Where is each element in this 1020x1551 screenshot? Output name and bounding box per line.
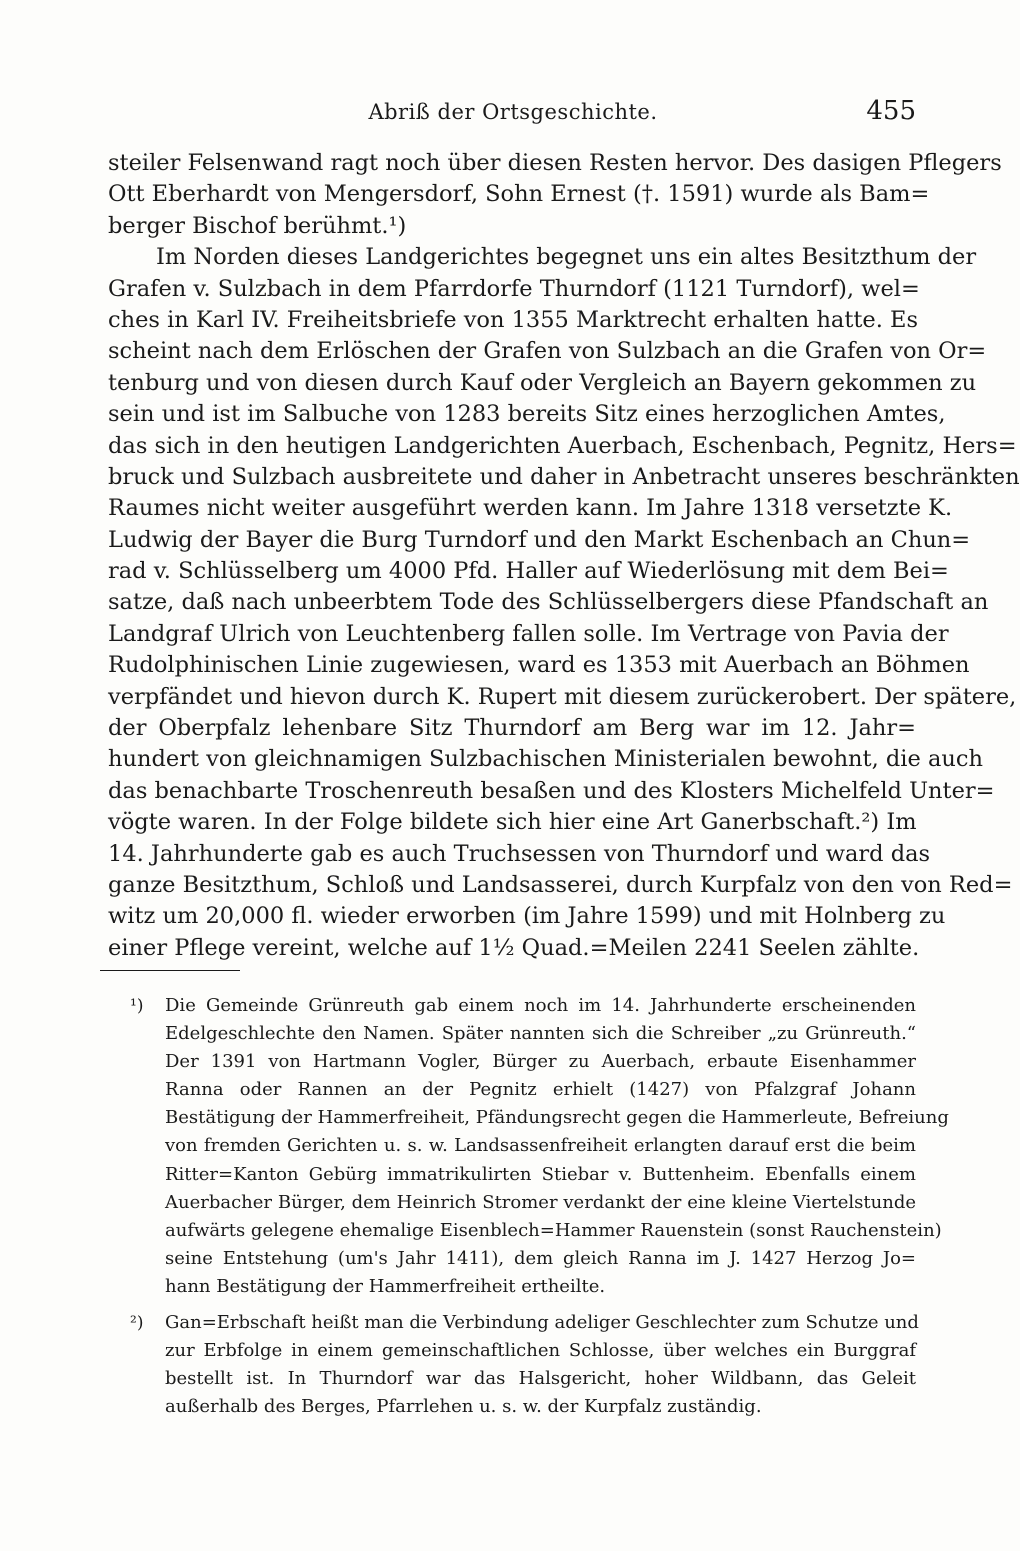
footnote-marker: ¹) [130,996,144,1016]
text-line: Im Norden dieses Landgerichtes begegnet uns ein altes Besitzthum der [156,244,977,271]
footnote-1 [130,992,949,1301]
text-line: witz um 20,000 fl. wieder erworben (im Jahre 1599) und mit Holnberg zu [108,903,946,930]
text-line: rad v. Schlüsselberg um 4000 Pfd. Haller auf Wiederlösung mit dem Bei= [108,558,949,585]
text-line: Landgraf Ulrich von Leuchtenberg fallen solle. Im Vertrage von Pavia der [108,620,949,647]
footnote-line: von fremden Gerichten u. s. w. Landsassenfreiheit erlangten darauf erst die beim [165,1135,916,1157]
text-line: hundert von gleichnamigen Sulzbachischen Ministerialen bewohnt, die auch [108,746,983,773]
footnote-line: Ranna oder Rannen an der Pegnitz erhielt (1427) von Pfalzgraf Johann [165,1079,916,1101]
footnote-line: Die Gemeinde Grünreuth gab einem noch im 14. Jahrhunderte erscheinenden [165,995,916,1016]
footnote-line: außerhalb des Berges, Pfarrlehen u. s. w. der Kurpfalz zuständig. [165,1396,762,1418]
footnote-rule [100,970,240,971]
footnote-line: Edelgeschlechte den Namen. Später nannten sich die Schreiber „zu Grünreuth.“ [165,1023,916,1045]
text-line: scheint nach dem Erlöschen der Grafen von Sulzbach an die Grafen von Or= [108,338,987,365]
text-line: ganze Besitzthum, Schloß und Landsasserei, durch Kurpfalz von den von Red= [108,871,1013,898]
text-line: verpfändet und hievon durch K. Rupert mit diesem zurückerobert. Der spätere, [108,683,1017,710]
footnote-marker: ²) [130,1313,144,1334]
text-line: einer Pflege vereint, welche auf 1½ Quad.=Meilen 2241 Seelen zählte. [108,934,920,961]
running-head [110,96,916,134]
footnote-line: Der 1391 von Hartmann Vogler, Bürger zu Auerbach, erbaute Eisenhammer [165,1051,916,1073]
text-line: der Oberpfalz lehenbare Sitz Thurndorf am Berg war im 12. Jahr= [108,715,916,742]
footnote-line: Gan=Erbschaft heißt man die Verbindung adeliger Geschlechter zum Schutze und [165,1312,919,1334]
footnote-2 [130,1309,919,1421]
text-line: Ludwig der Bayer die Burg Turndorf und den Markt Eschenbach an Chun= [108,526,971,553]
page-number: 455 [866,96,916,126]
footnotes [130,992,949,1429]
footnote-line: Auerbacher Bürger, dem Heinrich Stromer verdankt der eine kleine Viertelstunde [165,1191,916,1213]
text-line: Ott Eberhardt von Mengersdorf, Sohn Ernest (†. 1591) wurde als Bam= [108,181,930,208]
body-text [108,148,1020,964]
text-line: das sich in den heutigen Landgerichten Auerbach, Eschenbach, Pegnitz, Hers= [108,432,1017,459]
text-line: tenburg und von diesen durch Kauf oder Vergleich an Bayern gekommen zu [108,369,977,396]
text-line: 14. Jahrhunderte gab es auch Truchsessen von Thurndorf und ward das [108,840,931,867]
footnote-line: aufwärts gelegene ehemalige Eisenblech=Hammer Rauenstein (sonst Rauchenstein) [165,1219,942,1241]
footnote-line: Ritter=Kanton Gebürg immatrikulirten Stiebar v. Buttenheim. Ebenfalls einem [165,1163,916,1185]
text-line: steiler Felsenwand ragt noch über diesen Resten hervor. Des dasigen Pflegers [108,150,1002,176]
footnote-line: hann Bestätigung der Hammerfreiheit ertheilte. [165,1275,606,1297]
text-line: sein und ist im Salbuche von 1283 bereits Sitz eines herzoglichen Amtes, [108,401,946,428]
text-line: Rudolphinischen Linie zugewiesen, ward es 1353 mit Auerbach an Böhmen [108,652,970,679]
text-line: vögte waren. In der Folge bildete sich hier eine Art Ganerbschaft.²) Im [108,809,917,836]
text-line: das benachbarte Troschenreuth besaßen und des Klosters Michelfeld Unter= [108,777,995,804]
footnote-line: bestellt ist. In Thurndorf war das Halsgericht, hoher Wildbann, das Geleit [165,1368,916,1390]
footnote-line: zur Erbfolge in einem gemeinschaftlichen Schlosse, über welches ein Burggraf [165,1340,916,1362]
footnote-line: Bestätigung der Hammerfreiheit, Pfändungsrecht gegen die Hammerleute, Befreiung [165,1107,949,1129]
text-line: Grafen v. Sulzbach in dem Pfarrdorfe Thurndorf (1121 Turndorf), wel= [108,275,920,302]
text-line: ches in Karl IV. Freiheitsbriefe von 1355 Marktrecht erhalten hatte. Es [108,306,919,333]
footnote-line: seine Entstehung (um's Jahr 1411), dem gleich Ranna im J. 1427 Herzog Jo= [165,1247,916,1269]
text-line: berger Bischof berühmt.¹) [108,212,407,239]
text-line: bruck und Sulzbach ausbreitete und daher in Anbetracht unseres beschränkten [108,463,1020,490]
running-title: Abriß der Ortsgeschichte. [368,100,658,124]
text-line: satze, daß nach unbeerbtem Tode des Schlüsselbergers diese Pfandschaft an [108,589,989,616]
text-line: Raumes nicht weiter ausgeführt werden kann. Im Jahre 1318 versetzte K. [108,495,953,522]
